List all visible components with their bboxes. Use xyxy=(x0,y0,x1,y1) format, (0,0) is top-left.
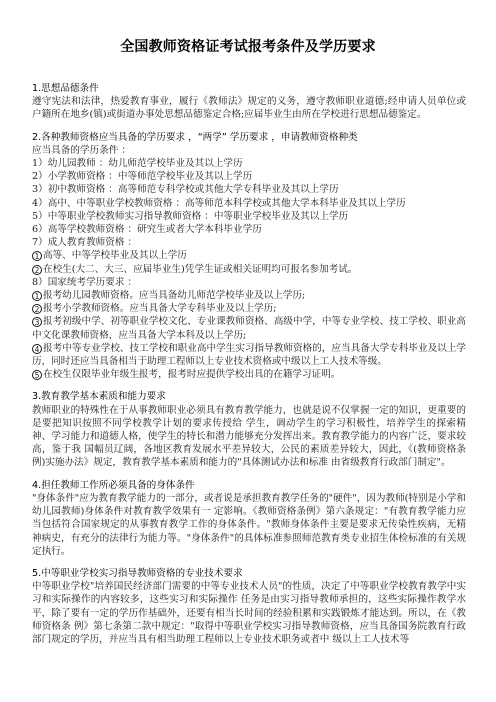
list-item xyxy=(32,144,466,157)
circled-number-marker: 4 xyxy=(32,344,42,354)
document-body xyxy=(32,82,466,655)
list-item xyxy=(32,170,466,183)
list-item-text: 在校生(大二、大三、应届毕业生)凭学生证或相关证明均可报名参加考试。 xyxy=(43,263,358,275)
list-item-text: 报考小学教师资格。应当具备大学专科毕业及以上学历; xyxy=(43,303,277,315)
list-item-text: 5）中等职业学校教师实习指导教师资格 ：中等职业学校毕业及其以上学历 xyxy=(32,210,349,222)
list-item xyxy=(32,289,466,302)
circled-number-marker: 3 xyxy=(32,317,42,327)
list-item xyxy=(32,210,466,223)
list-item-text: 6）高等学校教师资格 ：研究生或者大学本科毕业学历 xyxy=(32,224,262,236)
list-item-text: 报考中等专业学校、技工学校和职业高中学生实习指导教师资格的，应当具备大学专科毕业及以上学历，同时还应当具备相当于助理工程师以上专业技术资格或中级以上工人技术等级。 xyxy=(32,342,466,368)
list-item xyxy=(32,368,466,381)
list-item-text: 应当具备的学历条件 ： xyxy=(32,144,131,156)
paragraph: 遵守宪法和法律，热爱教育事业，履行《教师法》规定的义务，遵守教师职业道德;经申请人员单位或户籍所在地乡(镇)或街道办事处思想品德鉴定合格;应届毕业生由所在学校进行思想品德鉴定。 xyxy=(32,96,466,121)
list-item xyxy=(32,183,466,196)
list-item xyxy=(32,249,466,262)
list-item xyxy=(32,157,466,170)
list-item-text: 7）成人教育教师资格 ： xyxy=(32,237,138,249)
section-heading: 1.思想品德条件 xyxy=(32,83,99,94)
circled-number-marker: 2 xyxy=(32,265,42,275)
section-2 xyxy=(32,131,466,382)
circled-number-marker: 1 xyxy=(32,291,42,301)
section-heading: 5.中等职业学校实习指导教师资格的专业技术要求 xyxy=(32,567,243,579)
section-4 xyxy=(32,479,466,558)
list-item xyxy=(32,276,466,289)
list-item xyxy=(32,197,466,210)
section-1 xyxy=(32,82,466,122)
list-item-text: 高等、中等学校毕业及其以上学历 xyxy=(43,250,187,262)
document-title: 全国教师资格证考试报考条件及学历要求 xyxy=(120,39,376,55)
list-item-text: 4）高中、中等职业学校教师资格 ：高等师范本科学校或其他大学本科毕业及其以上学历 xyxy=(32,197,406,209)
paragraph: 中等职业学校"培养国民经济部门需要的中等专业技术人员"的性质，决定了中等职业学校教育教学中实习和实际操作的内容较多，这些实习和实际操作 任务是由实习指导教师承担的，这些实际操作教学水平，除了要有一定的学历作基础外，还要有相当长时间的经验积累和实践锻炼才能达到。所以，在《教师资格条 例》第七条第二款中规定："取得中等职业学校实习指导教师资格，应当具备国务院教育行政部门规定的学历，并应当具有相当助理工程师以上专业技术职务或者中 级以上工人技术等 xyxy=(32,581,466,645)
section-heading: 3.教育教学基本素质和能力要求 xyxy=(32,391,166,403)
list-item xyxy=(32,263,466,276)
list-item-text: 2）小学教师资格 ：中等师范学校毕业及其以上学历 xyxy=(32,171,253,183)
list-item-text: 报考幼儿园教师资格。应当具备幼儿师范学校毕业及以上学历; xyxy=(43,290,306,302)
list-item xyxy=(32,223,466,236)
list-item-text: 报考初级中学、初等职业学校文化、专业课教师资格、高级中学，中等专业学校、技工学校、职业高中文化课教师资格，应当具备大学本科及以上学历; xyxy=(32,316,466,341)
section-heading: 2.各种教师资格应当具备的学历要求 ，“两学” 学历要求 ，申请教师资格种类 xyxy=(32,131,358,143)
list-item xyxy=(32,236,466,249)
section-heading: 4.担任教师工作所必须具备的身体条件 xyxy=(32,479,195,491)
list-item xyxy=(32,342,466,368)
list-item-text: 8）国家统考学历要求 ： xyxy=(32,276,138,288)
circled-number-marker: 2 xyxy=(32,304,42,314)
circled-number-marker: 1 xyxy=(32,251,42,261)
section-5 xyxy=(32,567,466,646)
list-item xyxy=(32,315,466,341)
paragraph: 教师职业的特殊性在于从事教师职业必须具有教育教学能力，也就是说不仅掌握一定的知识，更重要的是要把知识按照不同学校教学计划的要求传授给 学生，调动学生的学习积极性，培养学生的探索精神、学习能力和道德人格，使学生的特长和潜力能够充分发挥出来。教育教学能力的内容广泛，要求较高，鉴于我 国幅员辽阔，各地区教育发展水平差异较大，公民的素质差异较大，因此，《(教师资格条例)实施办法》规定，教育教学基本素质和能力的"具体测试办法和标准 由省级教育行政部门制定"。 xyxy=(32,404,466,469)
section-3 xyxy=(32,390,466,469)
list-item-text: 在校生仅限毕业年级生报考，报考时应提供学校出具的在籍学习证明。 xyxy=(43,369,341,381)
circled-number-marker: 5 xyxy=(32,370,42,380)
list-item-text: 1）幼儿园教师 ：幼儿师范学校毕业及其以上学历 xyxy=(32,158,243,170)
list-item-text: 3）初中教师资格 ：高等师范专科学校或其他大学专科毕业及其以上学历 xyxy=(32,184,339,196)
paragraph: "身体条件"应为教育教学能力的一部分，或者说是承担教育教学任务的"硬件"，因为教师(特别是小学和幼儿园教师)身体条件对教育教学效果有一 定影响。《教师资格条例》第六条规定："有教育教学能力应当包括符合国家规定的从事教育教学工作的身体条件。"教师身体条件主要是要求无传染性疾病，无精 神病史，有充分的法律行为能力等。"身体条件"的具体标准参照师范教育类专业招生体检标准的有关规定执行。 xyxy=(32,492,466,557)
list-item xyxy=(32,302,466,315)
